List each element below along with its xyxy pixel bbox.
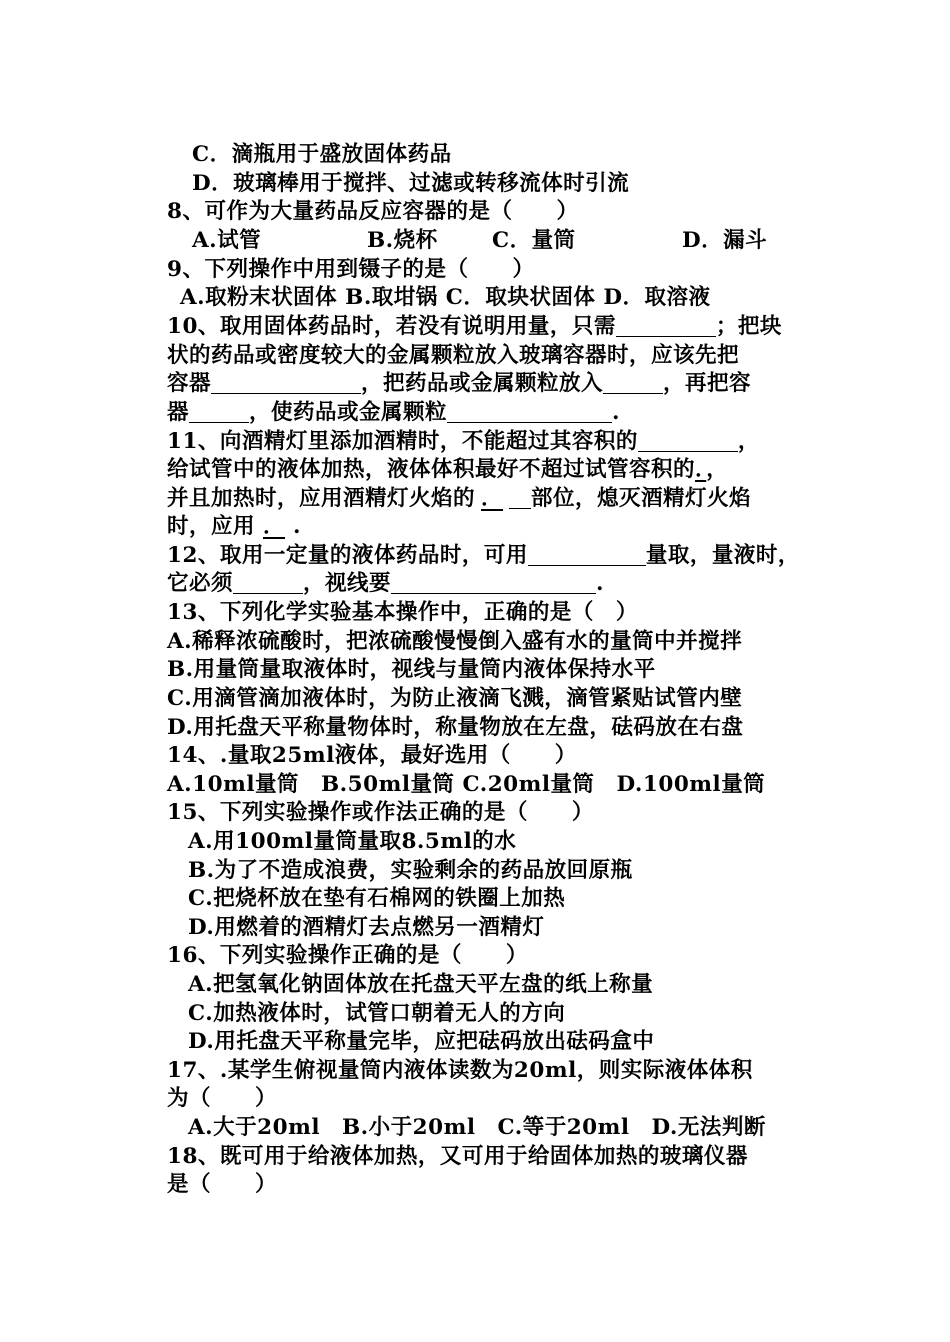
q18-stem-line-2: 是（ ） [167,1172,278,1197]
q8-option-c: C．量筒 [492,228,576,253]
q10-blank-5 [447,400,612,423]
q16-stem: 16、下列实验操作正确的是（ ） [167,943,528,968]
q13-option-b: B.用量筒量取液体时，视线与量筒内液体保持水平 [167,657,656,682]
q12-line-2 [167,570,604,598]
q11-text-4: ， [706,457,729,482]
q18-stem-line-1: 18、既可用于给液体加热，又可用于给固体加热的玻璃仪器 [167,1144,748,1169]
q11-text-8: . [293,514,302,539]
q8-option-a: A.试管 [192,228,262,253]
q17-stem-line-2: 为（ ） [167,1086,278,1111]
q15-option-a: A.用100ml量筒量取8.5ml的水 [188,829,517,854]
q10-blank-3 [603,371,663,394]
q12-text-5: . [596,571,605,596]
q10-blank-4 [189,400,249,423]
q16-option-a: A.把氢氧化钠固体放在托盘天平左盘的纸上称量 [188,972,654,997]
q15-option-b: B.为了不造成浪费，实验剩余的药品放回原瓶 [188,858,633,883]
q10-line-3 [167,370,751,398]
q12-line-1 [167,542,800,570]
q12-text-3: 它必须 [167,571,234,596]
q10-text-8: . [612,400,621,425]
q10-text-1: 10、取用固体药品时，若没有说明用量，只需 [167,314,616,339]
q10-line-4 [167,399,620,427]
q10-text-2: ；把块 [715,314,782,339]
q11-blank-1 [638,429,738,452]
q14-stem: 14、.量取25ml液体，最好选用（ ） [167,743,577,768]
q10-text-4: ，把药品或金属颗粒放入 [361,371,604,396]
q10-line-1 [167,313,782,341]
q11-line-1 [167,428,760,456]
q11-text-6: 部位，熄灭酒精灯火焰 [531,486,752,511]
q10-line-2: 状的药品或密度较大的金属颗粒放入玻璃容器时，应该先把 [167,343,740,368]
q7-option-d: D．玻璃棒用于搅拌、过滤或转移流体时引流 [192,171,630,196]
q13-option-d: D.用托盘天平称量物体时，称量物放在左盘，砝码放在右盘 [167,715,744,740]
q10-text-6: 器 [167,400,190,425]
q12-blank-2 [233,571,303,594]
q11-blank-3-tail [509,486,531,509]
q16-option-d: D.用托盘天平称量完毕，应把砝码放出砝码盒中 [188,1029,655,1054]
q16-option-c: C.加热液体时，试管口朝着无人的方向 [188,1001,566,1026]
q10-text-7: ，使药品或金属颗粒 [249,400,448,425]
q17-stem-line-1: 17、.某学生俯视量筒内液体读数为20ml，则实际液体体积 [167,1058,753,1083]
q9-stem: 9、下列操作中用到镊子的是（ ） [167,257,535,282]
q15-option-d: D.用燃着的酒精灯去点燃另一酒精灯 [188,915,545,940]
q11-blank-2: ． [695,457,707,482]
q13-option-c: C.用滴管滴加液体时，为防止液滴飞溅，滴管紧贴试管内壁 [167,686,743,711]
q10-blank-1 [616,314,716,337]
q8-stem: 8、可作为大量药品反应容器的是（ ） [167,199,579,224]
q12-text-4: ，视线要 [303,571,392,596]
q11-blank-3: ． [481,486,504,511]
q11-line-3 [167,485,751,513]
q11-text-3: 给试管中的液体加热，液体体积最好不超过试管容积的 [167,457,696,482]
q11-text-7: 时，应用 [167,514,256,539]
q12-blank-3 [391,571,596,594]
q10-blank-2 [211,371,361,394]
q8-option-d: D．漏斗 [682,228,768,253]
q12-text-1: 12、取用一定量的液体药品时，可用 [167,543,528,568]
q11-line-4 [167,513,301,541]
q11-text-2: ， [737,429,760,454]
q10-text-3: 容器 [167,371,212,396]
q7-option-c: C．滴瓶用于盛放固体药品 [192,142,452,167]
q13-stem: 13、下列化学实验基本操作中，正确的是（ ） [167,600,638,625]
q17-options: A.大于20ml B.小于20ml C.等于20ml D.无法判断 [188,1115,766,1140]
q9-options: A.取粉末状固体 B.取坩锅 C．取块状固体 D．取溶液 [180,285,711,310]
q11-text-5: 并且加热时，应用酒精灯火焰的 [167,486,476,511]
q13-option-a: A.稀释浓硫酸时，把浓硫酸慢慢倒入盛有水的量筒中并搅拌 [167,629,743,654]
q11-blank-4: ． [263,514,286,539]
q12-text-2: 量取，量液时， [645,543,800,568]
q15-option-c: C.把烧杯放在垫有石棉网的铁圈上加热 [188,886,566,911]
q12-blank-1 [528,543,646,566]
q10-text-5: ，再把容 [663,371,752,396]
q14-options: A.10ml量筒 B.50ml量筒 C.20ml量筒 D.100ml量筒 [167,772,766,797]
q11-line-2 [167,456,728,484]
q8-option-b: B.烧杯 [367,228,438,253]
q11-text-1: 11、向酒精灯里添加酒精时，不能超过其容积的 [167,429,638,454]
q15-stem: 15、下列实验操作或作法正确的是（ ） [167,800,594,825]
